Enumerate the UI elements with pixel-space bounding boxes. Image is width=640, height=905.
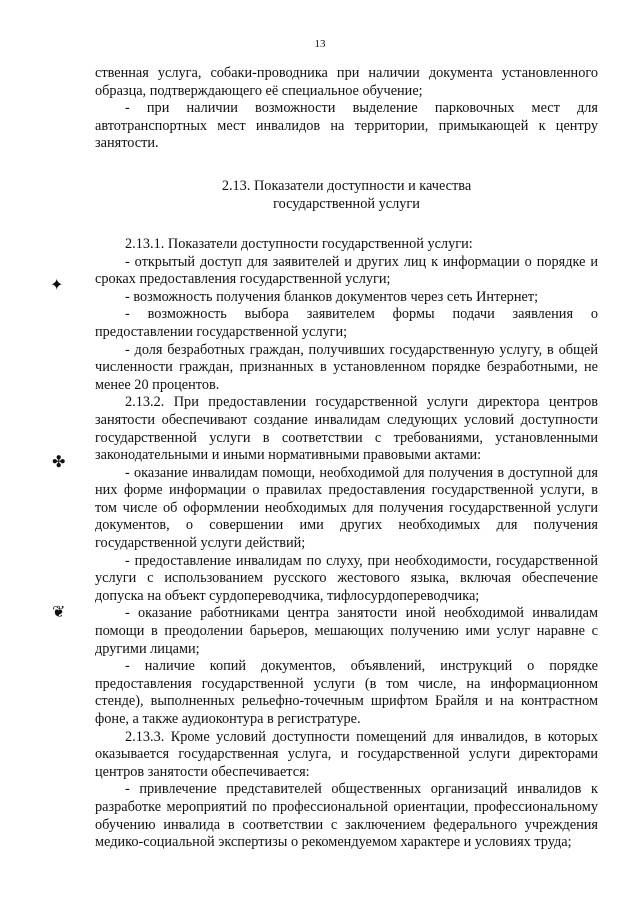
- document-body: [95, 65, 598, 852]
- section-heading-line: 2.13. Показатели доступности и качества: [221, 177, 472, 194]
- list-item: - наличие копий документов, объявлений, инструкций о порядке предоставления государственной услуги (в том числе, на информационном стенде), выполненных рельефно-точечным шрифтом Брайля и на контрастном фоне, а также аудиоконтура в регистратуре.: [95, 658, 598, 727]
- page-number: 13: [314, 38, 326, 50]
- list-item: - привлечение представителей общественных организаций инвалидов к разработке мероприятий по профессиональной ориентации, профессиональному обучению инвалида в соответствии с заключением федерального учреждения медико-социальной экспертизы о рекомендуемом характере и условиях труда;: [95, 781, 598, 851]
- list-item: - возможность выбора заявителем формы подачи заявления о предоставлении государственной услуги;: [95, 306, 598, 340]
- paragraph: 2.13.1. Показатели доступности государственной услуги:: [125, 235, 473, 252]
- paragraph: - при наличии возможности выделение парковочных мест для автотранспортных мест инвалидов на территории, примыкающей к центру занятости.: [95, 100, 598, 152]
- list-item: - возможность получения бланков документов через сеть Интернет;: [125, 288, 539, 305]
- paragraph: 2.13.2. При предоставлении государственной услуги директора центров занятости обеспечивают создание инвалидам следующих условий доступности государственной услуги в соответствии с требованиями, установленными законодательными и иными нормативными правовыми актами:: [95, 394, 598, 464]
- paragraph: ственная услуга, собаки-проводника при наличии документа установленного образца, подтверждающего её специальное обучение;: [95, 65, 598, 99]
- scan-mark: ❦: [52, 604, 66, 621]
- list-item: - открытый доступ для заявителей и других лиц к информации о порядке и сроках предоставления государственной услуги;: [95, 253, 598, 288]
- section-heading: [95, 177, 598, 213]
- list-item: - оказание инвалидам помощи, необходимой для получения в доступной для них форме информации о правилах предоставления государственной услуги, в том числе об оформлении необходимых для получения государственной услуги документов, о совершении ими других необходимых для получения государственной услуги действий;: [95, 464, 598, 552]
- list-item: - оказание работниками центра занятости иной необходимой инвалидам помощи в преодолении барьеров, мешающих получению ими услуг наравне с другими лицами;: [95, 605, 598, 657]
- scan-mark: ✤: [52, 454, 66, 471]
- scan-mark: ✦: [50, 277, 64, 294]
- paragraph: 2.13.3. Кроме условий доступности помещений для инвалидов, в которых оказывается государственная услуга, и государственной услуги директорами центров занятости обеспечивается:: [95, 728, 598, 780]
- section-heading-line: государственной услуги: [273, 195, 420, 212]
- list-item: - доля безработных граждан, получивших государственную услугу, в общей численности граждан, признанных в установленном порядке безработными, не менее 20 процентов.: [95, 341, 598, 393]
- list-item: - предоставление инвалидам по слуху, при необходимости, государственной услуги с использованием русского жестового языка, включая обеспечение допуска на объект сурдопереводчика, тифлосурдопереводчика;: [95, 552, 598, 604]
